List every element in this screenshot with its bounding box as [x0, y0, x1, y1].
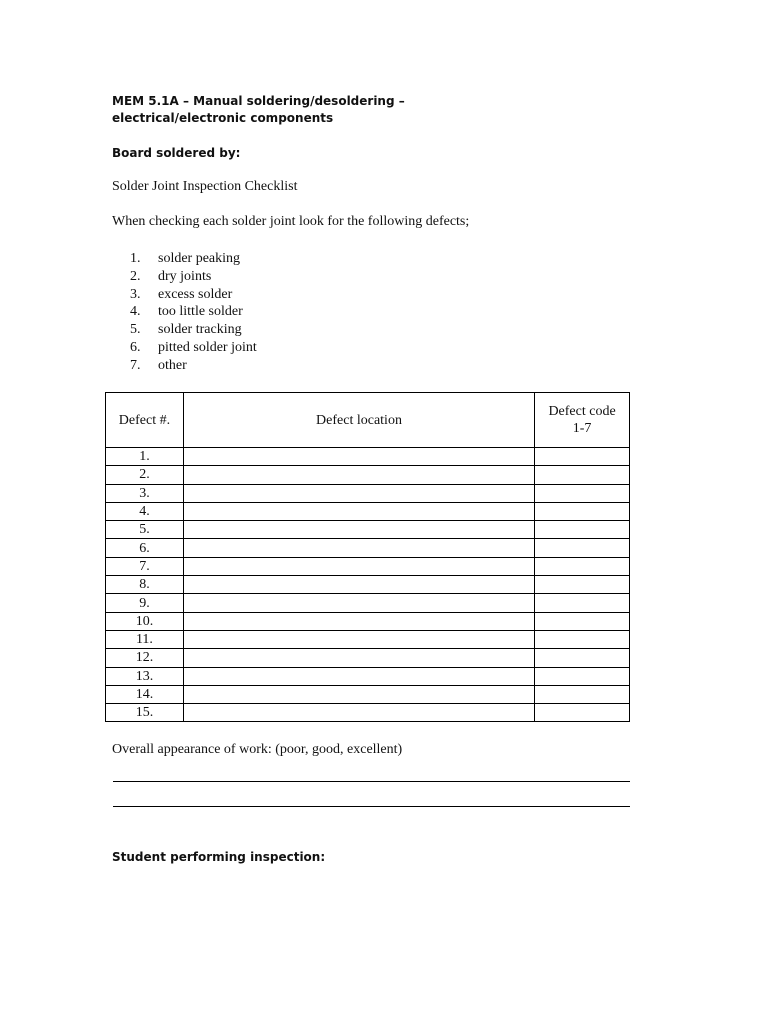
row-number-cell: 7.	[106, 557, 184, 575]
list-item-number: 6.	[130, 339, 141, 355]
row-number-cell: 10.	[106, 612, 184, 630]
table-row	[106, 502, 630, 520]
list-item-label: excess solder	[158, 286, 233, 302]
list-item-label: too little solder	[158, 304, 243, 320]
list-item-number: 2.	[130, 268, 141, 284]
header-defect-code	[535, 393, 630, 448]
defect-location-cell[interactable]	[183, 448, 534, 466]
table-row	[106, 484, 630, 502]
student-performing-inspection-label: Student performing inspection:	[112, 850, 326, 864]
list-item-number: 3.	[130, 286, 141, 302]
defect-location-cell[interactable]	[183, 466, 534, 484]
defect-location-cell[interactable]	[183, 557, 534, 575]
defect-location-cell[interactable]	[183, 484, 534, 502]
list-item-number: 4.	[130, 304, 141, 320]
list-item-label: solder peaking	[158, 251, 241, 266]
defect-code-cell[interactable]	[535, 521, 630, 539]
defect-code-cell[interactable]	[535, 649, 630, 667]
row-number-cell: 11.	[106, 630, 184, 648]
table-row	[106, 649, 630, 667]
row-number-cell: 12.	[106, 649, 184, 667]
defect-location-cell[interactable]	[183, 521, 534, 539]
list-item-label: solder tracking	[158, 322, 242, 338]
checklist-title: Solder Joint Inspection Checklist	[112, 179, 298, 194]
list-item	[130, 321, 257, 339]
table-row	[106, 539, 630, 557]
table-row	[106, 667, 630, 685]
defect-location-cell[interactable]	[183, 630, 534, 648]
table-row	[106, 448, 630, 466]
header-defect-code-line2: 1-7	[572, 421, 592, 436]
defect-types-list	[130, 250, 257, 375]
list-item-label: dry joints	[158, 268, 212, 284]
list-item-label: pitted solder joint	[158, 339, 257, 355]
defect-location-cell[interactable]	[183, 594, 534, 612]
defect-location-cell[interactable]	[183, 704, 534, 722]
list-item	[130, 268, 257, 286]
list-item	[130, 286, 257, 304]
row-number-cell: 3.	[106, 484, 184, 502]
defect-location-cell[interactable]	[183, 539, 534, 557]
defect-code-cell[interactable]	[535, 502, 630, 520]
table-row	[106, 576, 630, 594]
defect-table	[105, 392, 630, 722]
row-number-cell: 15.	[106, 704, 184, 722]
row-number-cell: 13.	[106, 667, 184, 685]
row-number-cell: 5.	[106, 521, 184, 539]
row-number-cell: 1.	[106, 448, 184, 466]
row-number-cell: 8.	[106, 576, 184, 594]
defect-location-cell[interactable]	[183, 502, 534, 520]
defect-location-cell[interactable]	[183, 649, 534, 667]
list-item-label: other	[158, 357, 187, 373]
list-item-number: 5.	[130, 322, 141, 338]
row-number-cell: 9.	[106, 594, 184, 612]
list-item-number: 1.	[130, 251, 141, 266]
overall-appearance-label: Overall appearance of work: (poor, good, excellent)	[112, 742, 403, 757]
list-item	[130, 250, 257, 268]
instructions-text: When checking each solder joint look for the following defects;	[112, 214, 470, 229]
list-item-number: 7.	[130, 357, 141, 373]
row-number-cell: 4.	[106, 502, 184, 520]
defect-code-cell[interactable]	[535, 685, 630, 703]
defect-code-cell[interactable]	[535, 612, 630, 630]
defect-code-cell[interactable]	[535, 448, 630, 466]
list-item	[130, 303, 257, 321]
defect-code-cell[interactable]	[535, 576, 630, 594]
row-number-cell: 6.	[106, 539, 184, 557]
table-row	[106, 466, 630, 484]
defect-code-cell[interactable]	[535, 539, 630, 557]
row-number-cell: 2.	[106, 466, 184, 484]
defect-location-cell[interactable]	[183, 612, 534, 630]
defect-location-cell[interactable]	[183, 576, 534, 594]
defect-code-cell[interactable]	[535, 594, 630, 612]
table-row	[106, 557, 630, 575]
header-defect-code-line1: Defect code	[548, 404, 616, 419]
list-item	[130, 357, 257, 375]
document-title: MEM 5.1A – Manual soldering/desoldering – electrical/electronic components	[112, 94, 405, 125]
list-item	[130, 339, 257, 357]
defect-code-cell[interactable]	[535, 557, 630, 575]
row-number-cell: 14.	[106, 685, 184, 703]
defect-code-cell[interactable]	[535, 484, 630, 502]
table-row	[106, 521, 630, 539]
table-row	[106, 594, 630, 612]
table-row	[106, 685, 630, 703]
defect-code-cell[interactable]	[535, 466, 630, 484]
defect-code-cell[interactable]	[535, 630, 630, 648]
defect-location-cell[interactable]	[183, 685, 534, 703]
defect-table-body	[106, 448, 630, 722]
header-defect-location: Defect location	[183, 393, 534, 448]
board-soldered-by-label: Board soldered by:	[112, 146, 241, 160]
answer-line	[113, 806, 630, 807]
table-row	[106, 612, 630, 630]
header-defect-number: Defect #.	[106, 393, 184, 448]
defect-code-cell[interactable]	[535, 704, 630, 722]
defect-code-cell[interactable]	[535, 667, 630, 685]
table-row	[106, 630, 630, 648]
table-header-row	[106, 393, 630, 448]
answer-line	[113, 781, 630, 782]
table-row	[106, 704, 630, 722]
defect-location-cell[interactable]	[183, 667, 534, 685]
